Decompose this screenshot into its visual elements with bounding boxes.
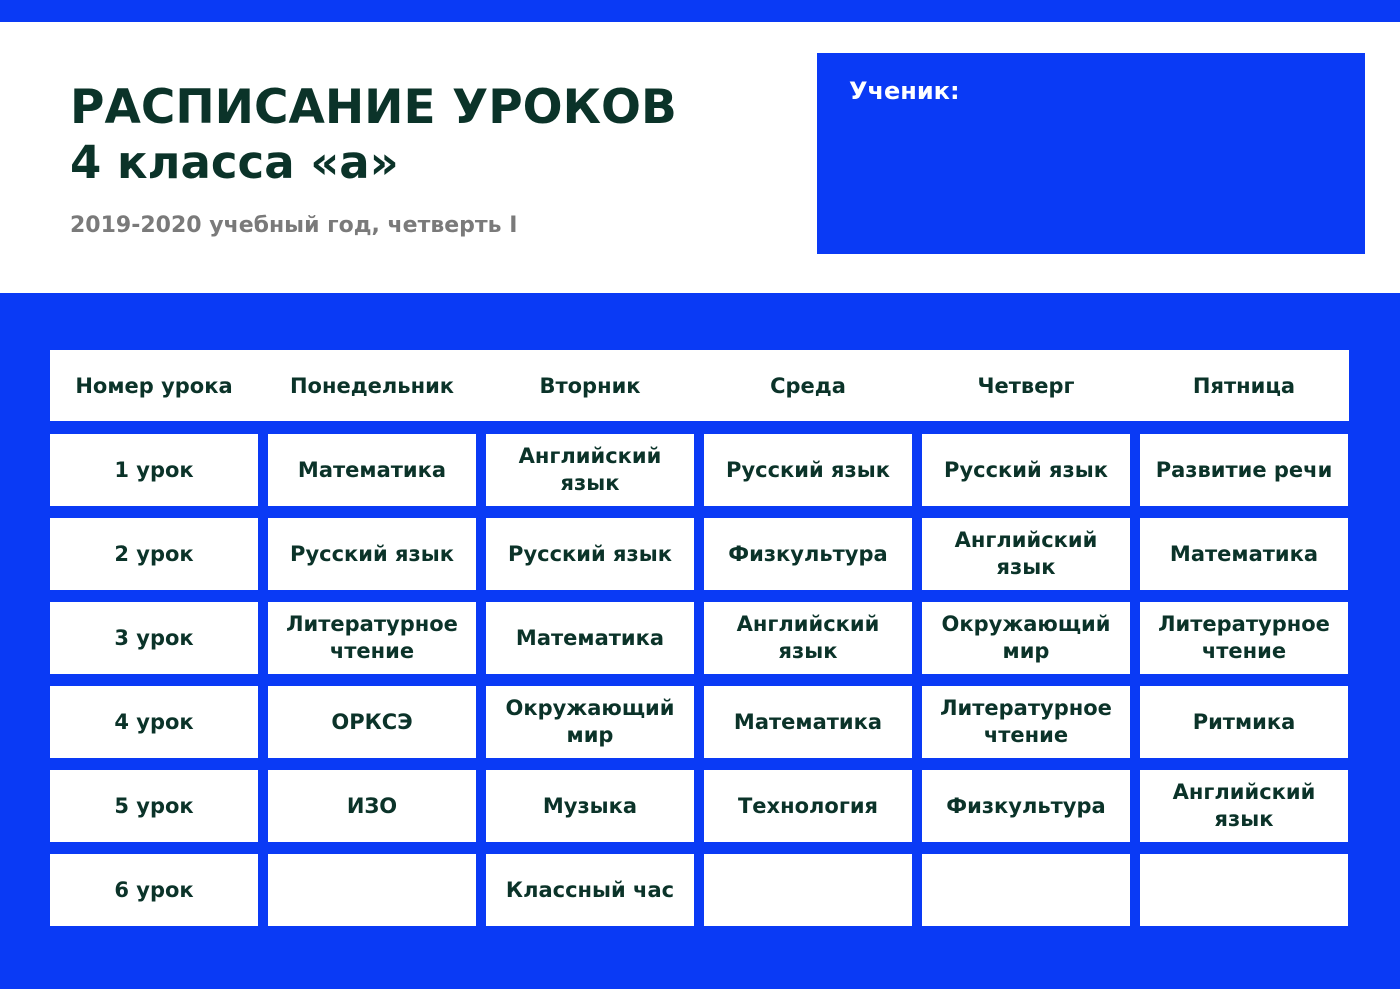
title-block <box>70 80 790 190</box>
table-cell-tuesday-row-5: Музыка <box>486 770 694 842</box>
table-cell-friday-row-1: Развитие речи <box>1140 434 1348 506</box>
table-cell-friday-row-6 <box>1140 854 1348 926</box>
table-cell-tuesday-row-1: Английский язык <box>486 434 694 506</box>
column-header-friday: Пятница <box>1192 373 1296 398</box>
column-header-thursday: Четверг <box>977 373 1075 398</box>
schedule-table <box>0 293 1400 989</box>
table-cell-tuesday-row-3: Математика <box>486 602 694 674</box>
table-cell-thursday-row-6 <box>922 854 1130 926</box>
table-cell-thursday-row-3: Окружающий мир <box>922 602 1130 674</box>
table-cell-lesson-number-row-3: 3 урок <box>50 602 258 674</box>
top-accent-stripe <box>0 0 1400 22</box>
table-cell-monday-row-1: Математика <box>268 434 476 506</box>
table-header-row <box>50 350 1349 421</box>
table-cell-friday-row-2: Математика <box>1140 518 1348 590</box>
table-cell-wednesday-row-4: Математика <box>704 686 912 758</box>
table-cell-monday-row-3: Литературное чтение <box>268 602 476 674</box>
table-cell-lesson-number-row-6: 6 урок <box>50 854 258 926</box>
table-cell-thursday-row-1: Русский язык <box>922 434 1130 506</box>
table-cell-monday-row-4: ОРКСЭ <box>268 686 476 758</box>
page-title: РАСПИСАНИЕ УРОКОВ <box>70 80 677 135</box>
table-cell-tuesday-row-2: Русский язык <box>486 518 694 590</box>
table-cell-monday-row-6 <box>268 854 476 926</box>
table-cell-lesson-number-row-5: 5 урок <box>50 770 258 842</box>
table-cell-friday-row-5: Английский язык <box>1140 770 1348 842</box>
table-cell-monday-row-5: ИЗО <box>268 770 476 842</box>
table-cell-monday-row-2: Русский язык <box>268 518 476 590</box>
table-cell-wednesday-row-3: Английский язык <box>704 602 912 674</box>
school-year-subtitle: 2019-2020 учебный год, четверть I <box>70 213 518 238</box>
table-cell-friday-row-3: Литературное чтение <box>1140 602 1348 674</box>
table-cell-lesson-number-row-1: 1 урок <box>50 434 258 506</box>
table-cell-wednesday-row-1: Русский язык <box>704 434 912 506</box>
table-cell-tuesday-row-4: Окружающий мир <box>486 686 694 758</box>
class-name: 4 класса «а» <box>70 136 399 189</box>
table-cell-wednesday-row-2: Физкультура <box>704 518 912 590</box>
table-cell-friday-row-4: Ритмика <box>1140 686 1348 758</box>
column-header-wednesday: Среда <box>770 373 846 398</box>
column-header-lesson-number: Номер урока <box>75 373 233 398</box>
table-cell-wednesday-row-6 <box>704 854 912 926</box>
table-cell-thursday-row-5: Физкультура <box>922 770 1130 842</box>
table-cell-thursday-row-2: Английский язык <box>922 518 1130 590</box>
column-header-tuesday: Вторник <box>539 373 641 398</box>
table-cell-lesson-number-row-4: 4 урок <box>50 686 258 758</box>
table-cell-tuesday-row-6: Классный час <box>486 854 694 926</box>
student-box <box>817 53 1365 254</box>
student-label: Ученик: <box>849 77 960 105</box>
table-cell-lesson-number-row-2: 2 урок <box>50 518 258 590</box>
column-header-monday: Понедельник <box>289 373 455 398</box>
table-cell-thursday-row-4: Литературное чтение <box>922 686 1130 758</box>
table-cell-wednesday-row-5: Технология <box>704 770 912 842</box>
